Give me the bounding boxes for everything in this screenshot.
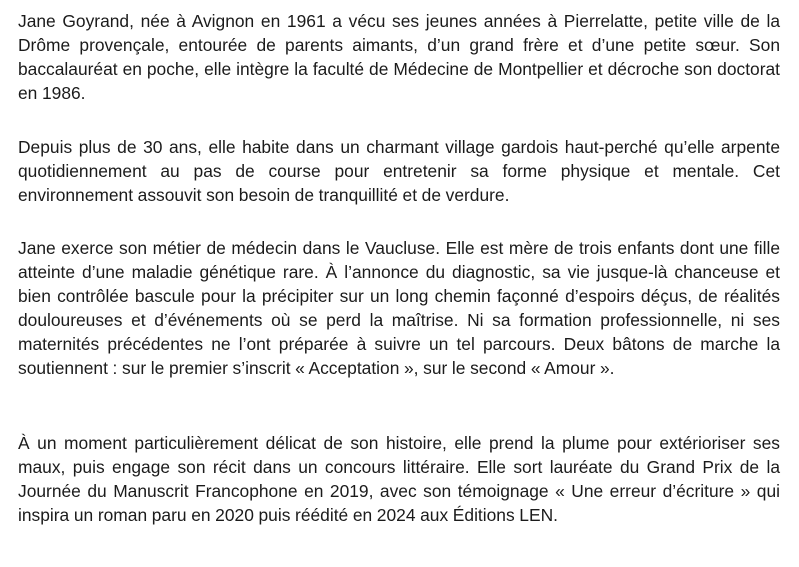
paragraph-biography-career-family: Jane exerce son métier de médecin dans le Vaucluse. Elle est mère de trois enfants dont une fille atteinte d’une maladie génétique rare. À l’annonce du diagnostic, sa vie jusque-là chanceuse et bien contrôlée bascule pour la précipiter sur un long chemin façonné d’espoirs déçus, de réalités douloureuses et d’événements où se perd la maîtrise. Ni sa formation professionnelle, ni ses maternités précédentes ne l’ont préparée à suivre un tel parcours. Deux bâtons de marche la soutiennent : sur le premier s’inscrit « Acceptation », sur le second « Amour ». (18, 238, 780, 378)
paragraph-biography-writing: À un moment particulièrement délicat de son histoire, elle prend la plume pour extérioriser ses maux, puis engage son récit dans un concours littéraire. Elle sort lauréate du Grand Prix de la Journée du Manuscrit Francophone en 2019, avec son témoignage « Une erreur d’écriture » qui inspira un roman paru en 2020 puis réédité en 2024 aux Éditions LEN. (18, 433, 780, 525)
paragraph-biography-village: Depuis plus de 30 ans, elle habite dans un charmant village gardois haut-perché qu’elle arpente quotidiennement au pas de course pour entretenir sa forme physique et mentale. Cet environnement assouvit son besoin de tranquillité et de verdure. (18, 137, 780, 205)
paragraph-biography-origins: Jane Goyrand, née à Avignon en 1961 a vécu ses jeunes années à Pierrelatte, petite ville de la Drôme provençale, entourée de parents aimants, d’un grand frère et d’une petite sœur. Son baccalauréat en poche, elle intègre la faculté de Médecine de Montpellier et décroche son doctorat en 1986. (18, 11, 780, 103)
